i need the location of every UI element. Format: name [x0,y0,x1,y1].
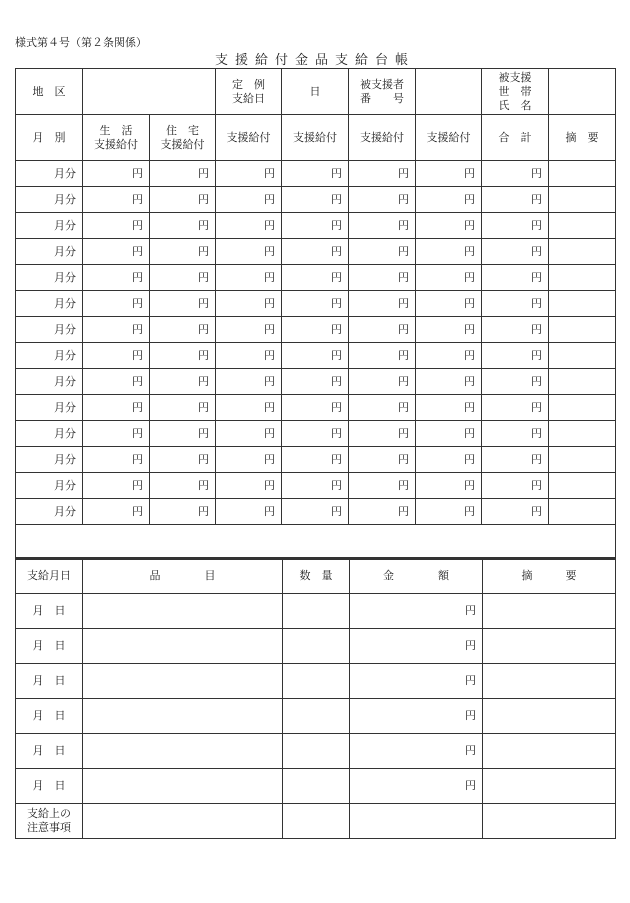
amount-cell[interactable]: 円 [216,239,282,265]
amount-cell[interactable]: 円 [349,213,416,239]
goods-remarks-header: 摘 要 [483,558,616,593]
amount-cell[interactable]: 円 [216,447,282,473]
amount-cell[interactable]: 円 [83,473,150,499]
amount-cell[interactable]: 円 [282,473,349,499]
form-number-label: 様式第４号（第２条関係） [15,36,147,49]
monthly-row [16,187,616,213]
notes-label: 支給上の 注意事項 [16,803,83,838]
goods-remarks-cell[interactable] [483,663,616,698]
quantity-cell[interactable] [283,768,350,803]
amount-cell[interactable]: 円 [216,187,282,213]
remarks-cell[interactable] [549,343,616,369]
blank-row[interactable] [16,525,616,560]
amount-cell[interactable]: 円 [482,317,549,343]
amount-cell[interactable]: 円 [349,265,416,291]
month-header: 月 別 [16,115,83,161]
amount-cell[interactable]: 円 [83,213,150,239]
amount-cell[interactable]: 円 [83,187,150,213]
amount-cell[interactable]: 円 [150,187,216,213]
household-name-label: 被支援 世 帯 氏 名 [482,69,549,115]
amount-cell[interactable]: 円 [349,291,416,317]
quantity-cell[interactable] [283,663,350,698]
amount-cell[interactable]: 円 [482,343,549,369]
monthly-row [16,499,616,525]
goods-remarks-cell[interactable] [483,768,616,803]
month-cell[interactable]: 月分 [16,161,83,187]
notes-field-2[interactable] [283,803,350,838]
remarks-cell[interactable] [549,395,616,421]
living-support-header: 生 活 支援給付 [83,115,150,161]
goods-remarks-cell[interactable] [483,733,616,768]
item-cell[interactable] [83,663,283,698]
amount-cell[interactable]: 円 [349,395,416,421]
amount-cell[interactable]: 円 [416,499,482,525]
amount-cell[interactable]: 円 [150,343,216,369]
amount-cell[interactable]: 円 [83,395,150,421]
remarks-cell[interactable] [549,187,616,213]
amount-cell[interactable]: 円 [350,628,483,663]
goods-remarks-cell[interactable] [483,698,616,733]
amount-cell[interactable]: 円 [83,161,150,187]
quantity-cell[interactable] [283,698,350,733]
notes-field-1[interactable] [83,803,283,838]
amount-cell[interactable]: 円 [350,768,483,803]
date-header: 支給月日 [16,558,83,593]
amount-cell[interactable]: 円 [482,265,549,291]
amount-cell[interactable]: 円 [482,447,549,473]
month-cell[interactable]: 月分 [16,265,83,291]
amount-cell[interactable]: 円 [150,161,216,187]
amount-cell[interactable]: 円 [349,473,416,499]
month-cell[interactable]: 月分 [16,317,83,343]
day-label: 日 [282,69,349,115]
remarks-cell[interactable] [549,499,616,525]
amount-cell[interactable]: 円 [216,265,282,291]
amount-cell[interactable]: 円 [349,343,416,369]
goods-row [16,733,616,768]
amount-cell[interactable]: 円 [482,213,549,239]
amount-cell[interactable]: 円 [282,447,349,473]
support-header-3: 支援給付 [349,115,416,161]
amount-cell[interactable]: 円 [416,369,482,395]
amount-cell[interactable]: 円 [83,239,150,265]
month-cell[interactable]: 月分 [16,421,83,447]
amount-cell[interactable]: 円 [349,239,416,265]
amount-cell[interactable]: 円 [416,291,482,317]
amount-cell[interactable]: 円 [482,369,549,395]
remarks-cell[interactable] [549,291,616,317]
amount-cell[interactable]: 円 [416,421,482,447]
date-cell[interactable]: 月 日 [16,698,83,733]
housing-support-header: 住 宅 支援給付 [150,115,216,161]
date-cell[interactable]: 月 日 [16,768,83,803]
item-cell[interactable] [83,593,283,628]
month-cell[interactable]: 月分 [16,447,83,473]
remarks-cell[interactable] [549,239,616,265]
goods-remarks-cell[interactable] [483,628,616,663]
amount-cell[interactable]: 円 [482,473,549,499]
amount-cell[interactable]: 円 [150,265,216,291]
month-cell[interactable]: 月分 [16,213,83,239]
amount-cell[interactable]: 円 [216,317,282,343]
amount-header: 金 額 [350,558,483,593]
remarks-cell[interactable] [549,447,616,473]
amount-cell[interactable]: 円 [349,499,416,525]
monthly-row [16,291,616,317]
monthly-rows [16,161,616,525]
remarks-cell[interactable] [549,265,616,291]
amount-cell[interactable]: 円 [416,343,482,369]
notes-field-4[interactable] [483,803,616,838]
amount-cell[interactable]: 円 [482,187,549,213]
remarks-cell[interactable] [549,213,616,239]
amount-cell[interactable]: 円 [482,161,549,187]
date-cell[interactable]: 月 日 [16,593,83,628]
amount-cell[interactable]: 円 [416,317,482,343]
amount-cell[interactable]: 円 [482,239,549,265]
amount-cell[interactable]: 円 [350,593,483,628]
amount-cell[interactable]: 円 [282,291,349,317]
month-cell[interactable]: 月分 [16,187,83,213]
item-header: 品 目 [83,558,283,593]
amount-cell[interactable]: 円 [216,291,282,317]
remarks-cell[interactable] [549,421,616,447]
recipient-number-field[interactable] [416,69,482,115]
amount-cell[interactable]: 円 [216,473,282,499]
amount-cell[interactable]: 円 [216,369,282,395]
total-header: 合 計 [482,115,549,161]
month-cell[interactable]: 月分 [16,473,83,499]
amount-cell[interactable]: 円 [282,187,349,213]
month-cell[interactable]: 月分 [16,291,83,317]
amount-cell[interactable]: 円 [282,239,349,265]
remarks-header: 摘 要 [549,115,616,161]
amount-cell[interactable]: 円 [83,265,150,291]
amount-cell[interactable]: 円 [83,421,150,447]
month-cell[interactable]: 月分 [16,395,83,421]
monthly-row [16,447,616,473]
amount-cell[interactable]: 円 [349,369,416,395]
amount-cell[interactable]: 円 [416,447,482,473]
quantity-cell[interactable] [283,628,350,663]
month-cell[interactable]: 月分 [16,499,83,525]
remarks-cell[interactable] [549,369,616,395]
amount-cell[interactable]: 円 [150,447,216,473]
amount-cell[interactable]: 円 [482,395,549,421]
page-title: 支援給付金品支給台帳 [214,53,415,68]
amount-cell[interactable]: 円 [349,447,416,473]
amount-cell[interactable]: 円 [282,161,349,187]
quantity-cell[interactable] [283,593,350,628]
amount-cell[interactable]: 円 [416,265,482,291]
amount-cell[interactable]: 円 [416,395,482,421]
amount-cell[interactable]: 円 [216,499,282,525]
amount-cell[interactable]: 円 [282,317,349,343]
monthly-row [16,239,616,265]
monthly-row [16,421,616,447]
date-cell[interactable]: 月 日 [16,628,83,663]
amount-cell[interactable]: 円 [416,187,482,213]
amount-cell[interactable]: 円 [416,213,482,239]
district-label: 地 区 [16,69,83,115]
amount-cell[interactable]: 円 [150,421,216,447]
item-cell[interactable] [83,628,283,663]
month-cell[interactable]: 月分 [16,343,83,369]
monthly-row [16,369,616,395]
amount-cell[interactable]: 円 [282,499,349,525]
quantity-header: 数 量 [283,558,350,593]
monthly-row [16,265,616,291]
amount-cell[interactable]: 円 [216,421,282,447]
amount-cell[interactable]: 円 [150,213,216,239]
remarks-cell[interactable] [549,161,616,187]
monthly-row [16,395,616,421]
amount-cell[interactable]: 円 [150,317,216,343]
date-cell[interactable]: 月 日 [16,663,83,698]
support-header-2: 支援給付 [282,115,349,161]
remarks-cell[interactable] [549,317,616,343]
month-cell[interactable]: 月分 [16,369,83,395]
support-header-4: 支援給付 [416,115,482,161]
monthly-row [16,343,616,369]
monthly-row [16,213,616,239]
support-header-1: 支援給付 [216,115,282,161]
month-cell[interactable]: 月分 [16,239,83,265]
amount-cell[interactable]: 円 [482,291,549,317]
amount-cell[interactable]: 円 [83,291,150,317]
monthly-row [16,161,616,187]
recipient-number-label: 被支援者 番 号 [349,69,416,115]
goods-row [16,768,616,803]
amount-cell[interactable]: 円 [349,317,416,343]
goods-row [16,628,616,663]
amount-cell[interactable]: 円 [350,733,483,768]
item-cell[interactable] [83,733,283,768]
date-cell[interactable]: 月 日 [16,733,83,768]
item-cell[interactable] [83,768,283,803]
goods-row [16,663,616,698]
household-name-field[interactable] [549,69,616,115]
amount-cell[interactable]: 円 [150,499,216,525]
amount-cell[interactable]: 円 [216,395,282,421]
amount-cell[interactable]: 円 [83,369,150,395]
amount-cell[interactable]: 円 [216,213,282,239]
amount-cell[interactable]: 円 [83,447,150,473]
amount-cell[interactable]: 円 [282,369,349,395]
amount-cell[interactable]: 円 [349,421,416,447]
amount-cell[interactable]: 円 [416,161,482,187]
remarks-cell[interactable] [549,473,616,499]
amount-cell[interactable]: 円 [216,343,282,369]
amount-cell[interactable]: 円 [350,698,483,733]
amount-cell[interactable]: 円 [83,343,150,369]
amount-cell[interactable]: 円 [282,421,349,447]
district-field[interactable] [83,69,216,115]
amount-cell[interactable]: 円 [150,291,216,317]
goods-rows [16,593,616,803]
amount-cell[interactable]: 円 [350,663,483,698]
amount-cell[interactable]: 円 [416,239,482,265]
goods-table [15,557,616,839]
amount-cell[interactable]: 円 [282,213,349,239]
amount-cell[interactable]: 円 [150,239,216,265]
amount-cell[interactable]: 円 [216,161,282,187]
notes-field-3[interactable] [350,803,483,838]
amount-cell[interactable]: 円 [83,317,150,343]
amount-cell[interactable]: 円 [150,395,216,421]
amount-cell[interactable]: 円 [150,473,216,499]
amount-cell[interactable]: 円 [349,161,416,187]
amount-cell[interactable]: 円 [282,265,349,291]
amount-cell[interactable]: 円 [83,499,150,525]
quantity-cell[interactable] [283,733,350,768]
item-cell[interactable] [83,698,283,733]
monthly-row [16,317,616,343]
amount-cell[interactable]: 円 [282,395,349,421]
disbursement-table [15,68,616,560]
fixed-date-label: 定 例 支給日 [216,69,282,115]
amount-cell[interactable]: 円 [349,187,416,213]
amount-cell[interactable]: 円 [482,421,549,447]
amount-cell[interactable]: 円 [282,343,349,369]
monthly-row [16,473,616,499]
amount-cell[interactable]: 円 [482,499,549,525]
goods-remarks-cell[interactable] [483,593,616,628]
goods-row [16,593,616,628]
amount-cell[interactable]: 円 [150,369,216,395]
amount-cell[interactable]: 円 [416,473,482,499]
goods-row [16,698,616,733]
